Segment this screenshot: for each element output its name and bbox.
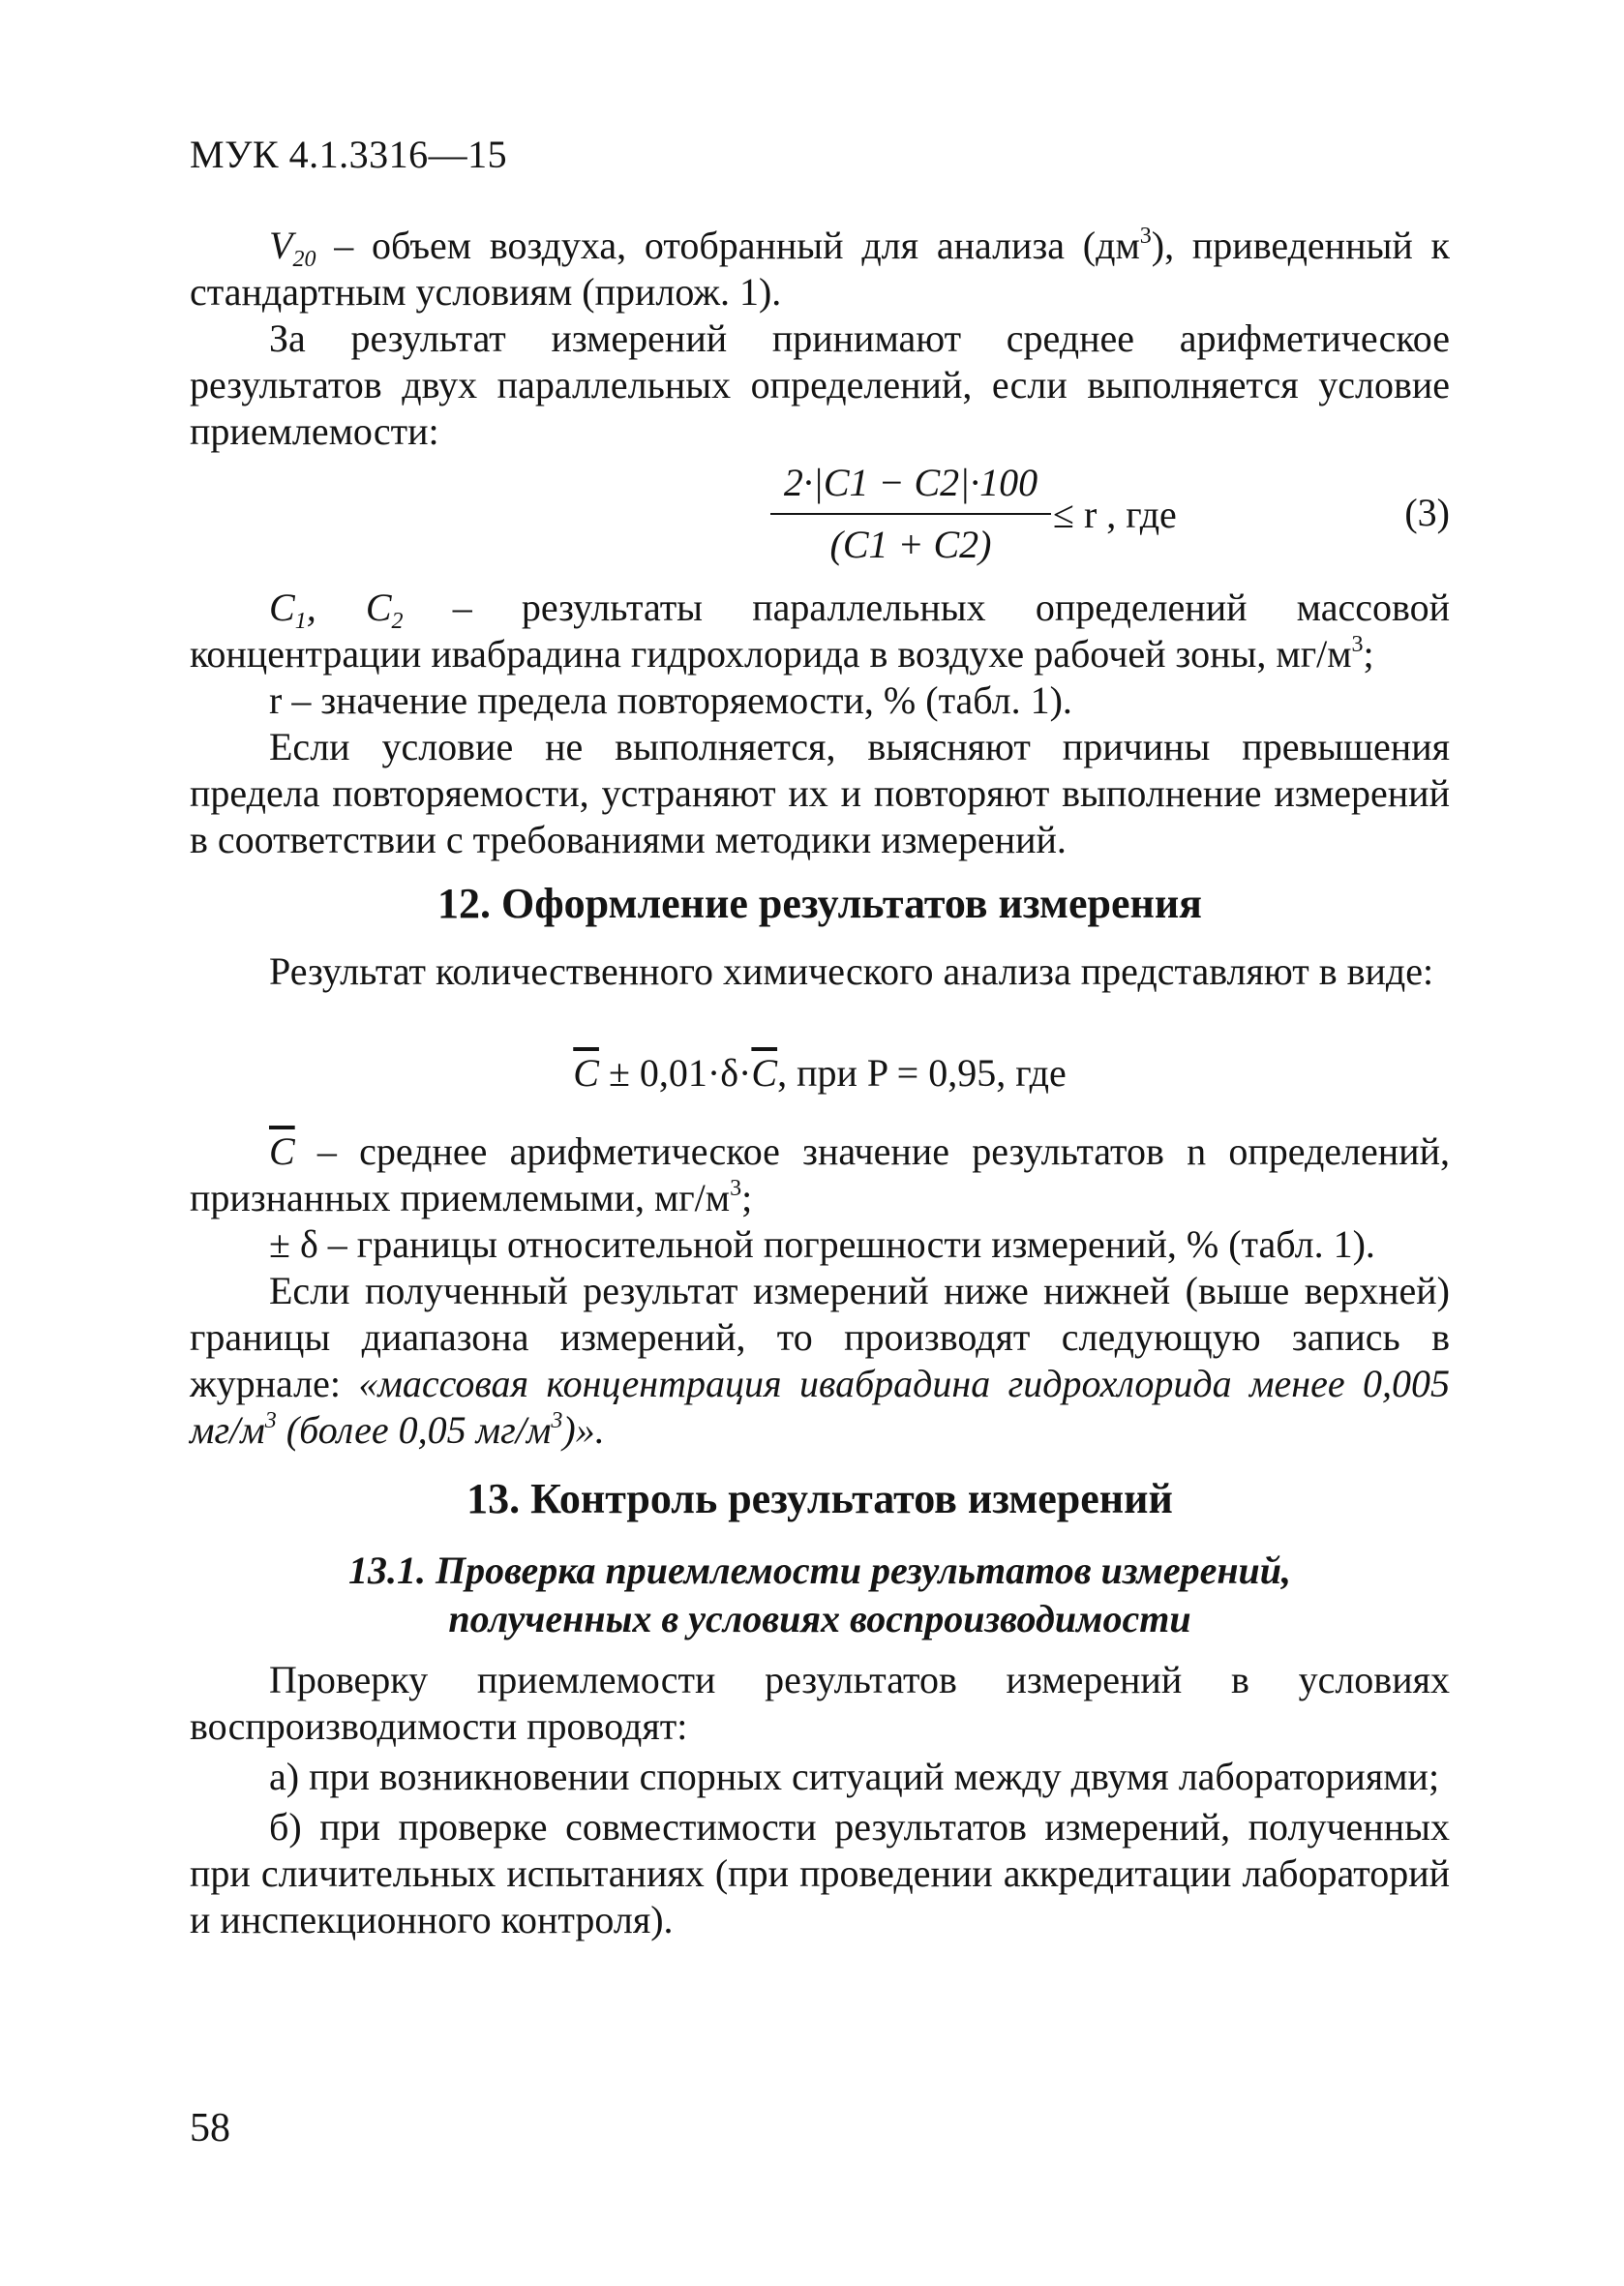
cbar-superscript: 3 bbox=[730, 1176, 742, 1201]
section-13-title: 13. Контроль результатов измерений bbox=[466, 1475, 1173, 1522]
c1-c2-superscript: 3 bbox=[1351, 632, 1364, 657]
formula-3-numerator: 2·|C1 − C2|·100 bbox=[783, 461, 1038, 504]
subsection-13-1-line-2: полученных в условиях воспроизводимости bbox=[448, 1597, 1191, 1640]
out-of-range-text: Если полученный результат измерений ниже нижней (выше верхней) границы диапазона измерений, то производят следующую запись в журнале: bbox=[190, 1269, 1450, 1405]
subsection-13-1-line-1: 13.1. Проверка приемлемости результатов измерений, bbox=[347, 1549, 1292, 1592]
v20-definition bbox=[190, 223, 1450, 316]
section-13-item-b: б) при проверке совместимости результатов измерений, полученных при сличительных испытаниях (при проведении аккредитации лабораторий и инспекционного контроля). bbox=[190, 1805, 1450, 1941]
condition-not-met-paragraph: Если условие не выполняется, выясняют причины превышения предела повторяемости, устраняют их и повторяют выполнение измерений в соответствии с требованиями методики измерений. bbox=[190, 725, 1450, 861]
formula-3 bbox=[190, 455, 1450, 581]
cbar-end: ; bbox=[741, 1176, 753, 1219]
subsection-13-1-title bbox=[190, 1547, 1450, 1643]
formula-3-fraction bbox=[770, 455, 1051, 573]
v20-superscript: 3 bbox=[1139, 224, 1152, 249]
c1-subscript: 1 bbox=[294, 609, 307, 634]
journal-entry-sup-1: 3 bbox=[264, 1408, 277, 1433]
formula-3-number: (3) bbox=[1404, 491, 1450, 534]
journal-entry-italic: «массовая концентрация ивабрадина гидрохлорида менее 0,005 мг/м bbox=[190, 1362, 1451, 1452]
cbar-text: – среднее арифметическое значение результатов n определений, признанных приемлемыми, мг/м bbox=[190, 1129, 1450, 1219]
formula-3-relation: ≤ r , где bbox=[1053, 493, 1177, 536]
document-code-header: МУК 4.1.3316—15 bbox=[190, 133, 508, 176]
c2-symbol: , C bbox=[306, 586, 392, 629]
cbar-definition bbox=[190, 1128, 1450, 1221]
journal-entry-italic-2: (более 0,05 мг/м bbox=[276, 1408, 552, 1452]
c1-c2-definition bbox=[190, 585, 1450, 677]
page-number: 58 bbox=[190, 2106, 230, 2151]
formula-3-denominator: (C1 + C2) bbox=[829, 523, 992, 566]
formula-3-definitions bbox=[190, 585, 1450, 863]
delta-definition: ± δ – границы относительной погрешности измерений, % (табл. 1). bbox=[269, 1222, 1375, 1266]
c2-subscript: 2 bbox=[391, 609, 404, 634]
journal-entry-italic-3: )». bbox=[562, 1408, 605, 1452]
c1-c2-end: ; bbox=[1363, 632, 1374, 676]
formula-tail: , при P = 0,95, где bbox=[777, 1051, 1067, 1095]
v20-tail: ), приведенный к стандартным условиям (прилож. 1). bbox=[190, 224, 1450, 314]
section-12-intro: Результат количественного химического анализа представляют в виде: bbox=[269, 949, 1434, 993]
v20-subscript: 20 bbox=[292, 247, 316, 272]
out-of-range-paragraph bbox=[190, 1268, 1450, 1454]
result-acceptance-paragraph: За результат измерений принимают среднее арифметическое результатов двух параллельных определений, если выполняется условие приемлемости: bbox=[190, 316, 1450, 453]
r-definition: r – значение предела повторяемости, % (табл. 1). bbox=[269, 678, 1072, 722]
section-13-item-a: а) при возникновении спорных ситуаций между двумя лабораториями; bbox=[269, 1755, 1440, 1798]
v20-definition-block bbox=[190, 223, 1450, 455]
section-12-intro-block bbox=[190, 948, 1450, 995]
journal-entry-sup-2: 3 bbox=[551, 1408, 563, 1433]
section-13-body bbox=[190, 1657, 1450, 1943]
v20-text: – объем воздуха, отобранный для анализа (дм bbox=[316, 224, 1140, 267]
result-formula bbox=[190, 1050, 1450, 1097]
section-12-title: 12. Оформление результатов измерения bbox=[437, 880, 1202, 927]
v20-symbol: V bbox=[269, 224, 293, 267]
formula-middle: ± 0,01·δ· bbox=[598, 1051, 752, 1095]
formula-cbar: $\overline{C}$ bbox=[573, 1051, 599, 1095]
formula-cbar-2: $\overline{C}$ bbox=[751, 1051, 778, 1095]
cbar-symbol: $\overline{C}$ bbox=[269, 1129, 295, 1173]
c1-c2-text: – результаты параллельных определений массовой концентрации ивабрадина гидрохлорида в воздухе рабочей зоны, мг/м bbox=[190, 586, 1450, 676]
c1-symbol: C bbox=[269, 586, 295, 629]
section-12-definitions bbox=[190, 1128, 1450, 1454]
fraction-bar bbox=[770, 513, 1051, 515]
section-13-intro: Проверку приемлемости результатов измерений в условиях воспроизводимости проводят: bbox=[190, 1658, 1450, 1748]
